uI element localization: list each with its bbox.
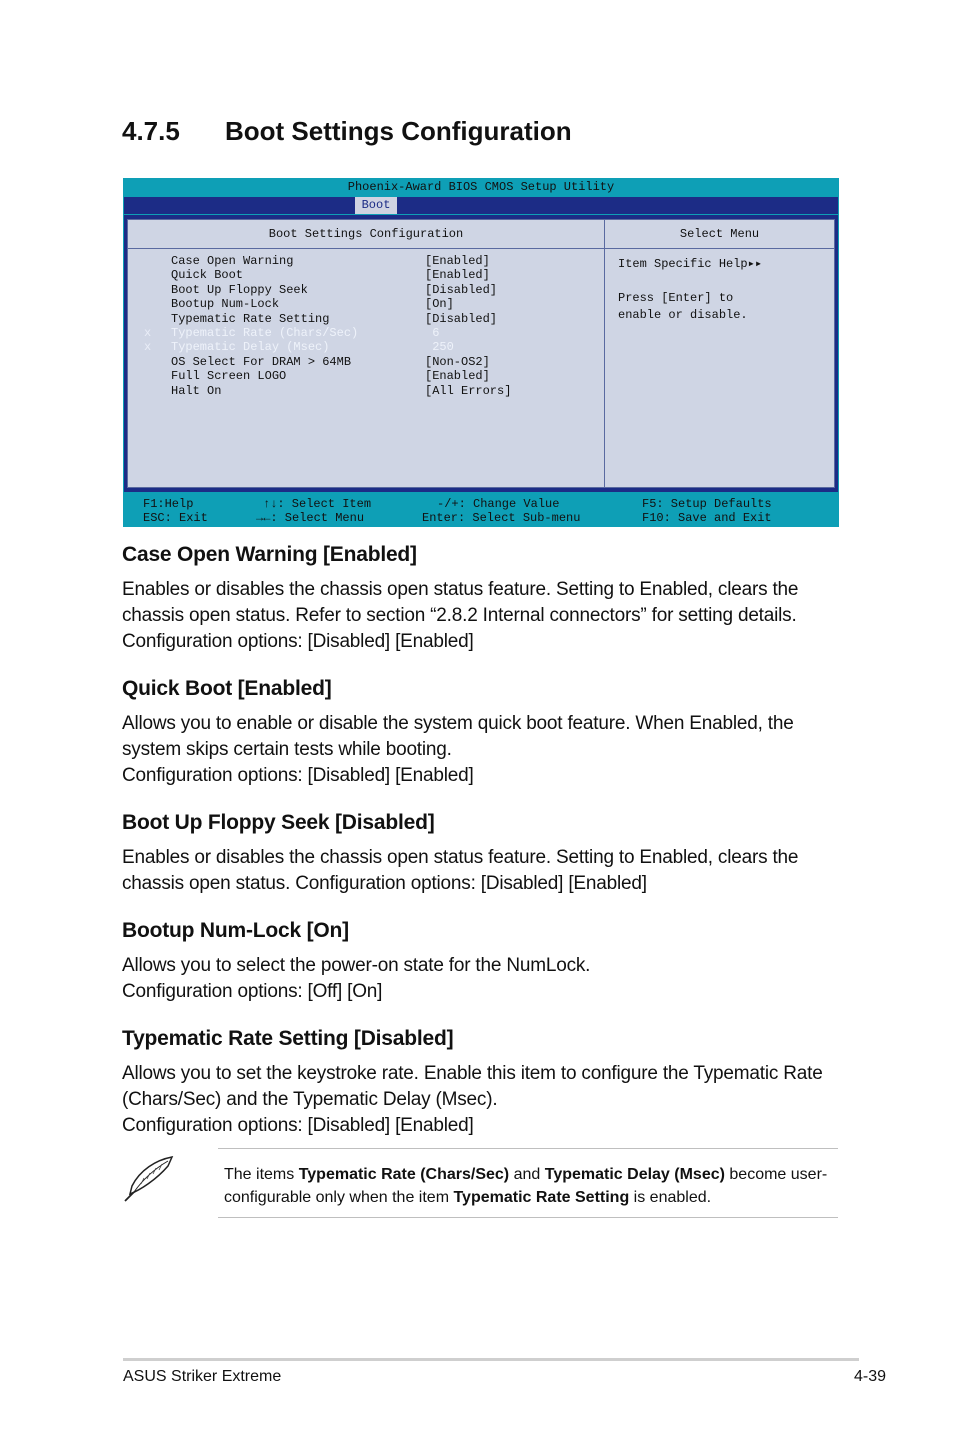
footer-product: ASUS Striker Extreme bbox=[123, 1368, 282, 1385]
body-typematic-rate-setting: Allows you to set the keystroke rate. Enable this item to configure the Typematic Rate (Chars/Sec) and the Typematic Delay (Msec). bbox=[122, 1063, 823, 1110]
row-value: 6 bbox=[425, 326, 440, 340]
row-label: Halt On bbox=[171, 383, 222, 398]
bios-divider bbox=[604, 248, 605, 487]
bios-row-halt-on[interactable] bbox=[128, 384, 598, 398]
row-value: [Non-OS2] bbox=[425, 354, 490, 369]
heading-boot-up-floppy-seek: Boot Up Floppy Seek [Disabled] bbox=[122, 811, 435, 834]
key-select-submenu: Enter: Select Sub-menu bbox=[422, 511, 581, 525]
bios-tab-boot[interactable]: Boot bbox=[355, 197, 397, 214]
bios-screenshot bbox=[123, 178, 839, 527]
key-f5-defaults: F5: Setup Defaults bbox=[642, 497, 772, 511]
footer-rule bbox=[123, 1358, 859, 1361]
row-label: OS Select For DRAM > 64MB bbox=[171, 354, 352, 369]
help-line-3: enable or disable. bbox=[618, 308, 748, 322]
note-feather-icon bbox=[122, 1154, 176, 1204]
section-number: 4.7.5 bbox=[122, 116, 180, 146]
key-esc-exit: ESC: Exit bbox=[143, 511, 208, 525]
bios-row-bootup-num-lock[interactable] bbox=[128, 297, 598, 311]
note-bold-typematic-delay: Typematic Delay (Msec) bbox=[544, 1166, 725, 1183]
note-text-4: is enabled. bbox=[629, 1189, 712, 1206]
options-typematic-rate-setting: Configuration options: [Disabled] [Enabled] bbox=[122, 1115, 474, 1136]
row-value: [Disabled] bbox=[425, 311, 498, 326]
row-value: [Disabled] bbox=[425, 282, 498, 297]
bios-row-typematic-delay bbox=[128, 340, 598, 354]
bios-help-panel bbox=[618, 256, 762, 324]
row-label: Boot Up Floppy Seek bbox=[171, 282, 308, 297]
bios-panel bbox=[124, 215, 838, 492]
body-case-open-warning: Enables or disables the chassis open status feature. Setting to Enabled, clears the chassis open status. Refer to section “2.8.2 Internal connectors” for setting details. Configuration options: [Disabled] [Enabled] bbox=[122, 579, 799, 652]
row-label: Typematic Delay (Msec) bbox=[171, 340, 330, 355]
bios-right-header: Select Menu bbox=[605, 220, 834, 249]
row-mark: x bbox=[144, 340, 152, 355]
heading-typematic-rate-setting: Typematic Rate Setting [Disabled] bbox=[122, 1027, 454, 1050]
bios-inner-panel bbox=[127, 219, 835, 488]
note-text-2: and bbox=[509, 1166, 545, 1183]
row-label: Case Open Warning bbox=[171, 254, 294, 268]
bios-row-os-select-dram[interactable] bbox=[128, 355, 598, 369]
key-change-value: -/+: Change Value bbox=[437, 497, 560, 511]
options-bootup-num-lock: Configuration options: [Off] [On] bbox=[122, 981, 383, 1002]
bios-row-full-screen-logo[interactable] bbox=[128, 369, 598, 383]
row-label: Bootup Num-Lock bbox=[171, 297, 280, 312]
bios-left-header: Boot Settings Configuration bbox=[128, 220, 605, 249]
row-value: [All Errors] bbox=[425, 383, 512, 398]
row-label: Typematic Rate (Chars/Sec) bbox=[171, 326, 359, 340]
help-title: Item Specific Help bbox=[618, 257, 748, 271]
bios-row-quick-boot[interactable] bbox=[128, 268, 598, 282]
bios-row-typematic-rate-chars bbox=[128, 326, 598, 340]
note-text bbox=[224, 1163, 838, 1209]
note-text-1: The items bbox=[224, 1166, 299, 1183]
row-label: Typematic Rate Setting bbox=[171, 311, 330, 326]
key-select-menu: →←: Select Menu bbox=[256, 511, 365, 525]
key-select-item: ↑↓: Select Item bbox=[263, 497, 372, 511]
section-title-text: Boot Settings Configuration bbox=[225, 116, 572, 146]
bios-title: Phoenix-Award BIOS CMOS Setup Utility bbox=[347, 180, 615, 194]
options-quick-boot: Configuration options: [Disabled] [Enabled] bbox=[122, 765, 474, 786]
bios-row-boot-up-floppy-seek[interactable] bbox=[128, 283, 598, 297]
row-mark: x bbox=[144, 326, 152, 340]
bios-row-case-open-warning[interactable] bbox=[128, 254, 598, 268]
key-f1-help: F1:Help bbox=[143, 497, 194, 511]
section-title bbox=[122, 116, 572, 147]
row-value: [Enabled] bbox=[425, 369, 490, 384]
footer-page-number: 4-39 bbox=[853, 1368, 886, 1385]
key-f10-save-exit: F10: Save and Exit bbox=[642, 511, 772, 525]
note-bold-typematic-rate: Typematic Rate (Chars/Sec) bbox=[298, 1166, 510, 1183]
double-chevron-right-icon: ▸▸ bbox=[747, 257, 763, 271]
bios-key-legend bbox=[124, 494, 838, 526]
heading-quick-boot: Quick Boot [Enabled] bbox=[122, 677, 332, 700]
heading-bootup-num-lock: Bootup Num-Lock [On] bbox=[122, 919, 349, 942]
help-line-2: Press [Enter] to bbox=[618, 291, 734, 305]
bios-row-typematic-rate-setting[interactable] bbox=[128, 312, 598, 326]
row-label: Full Screen LOGO bbox=[171, 369, 287, 384]
body-boot-up-floppy-seek: Enables or disables the chassis open status feature. Setting to Enabled, clears the chassis open status. Configuration options: [Disabled] [Enabled] bbox=[122, 847, 799, 894]
row-value: [Enabled] bbox=[425, 268, 490, 283]
bios-tab-bar bbox=[124, 197, 838, 214]
note-bold-typematic-rate-setting: Typematic Rate Setting bbox=[453, 1189, 630, 1206]
note-bottom-rule bbox=[218, 1217, 838, 1218]
heading-case-open-warning: Case Open Warning [Enabled] bbox=[122, 543, 417, 566]
row-value: [Enabled] bbox=[425, 254, 490, 268]
body-quick-boot: Allows you to enable or disable the system quick boot feature. When Enabled, the system skips certain tests while booting. bbox=[122, 713, 794, 760]
row-label: Quick Boot bbox=[171, 268, 244, 283]
note-top-rule bbox=[218, 1148, 838, 1149]
note-text-3: become user-configurable only when the item bbox=[224, 1166, 828, 1206]
body-bootup-num-lock: Allows you to select the power-on state for the NumLock. bbox=[122, 955, 591, 976]
row-value: 250 bbox=[425, 340, 454, 355]
row-value: [On] bbox=[425, 297, 454, 312]
